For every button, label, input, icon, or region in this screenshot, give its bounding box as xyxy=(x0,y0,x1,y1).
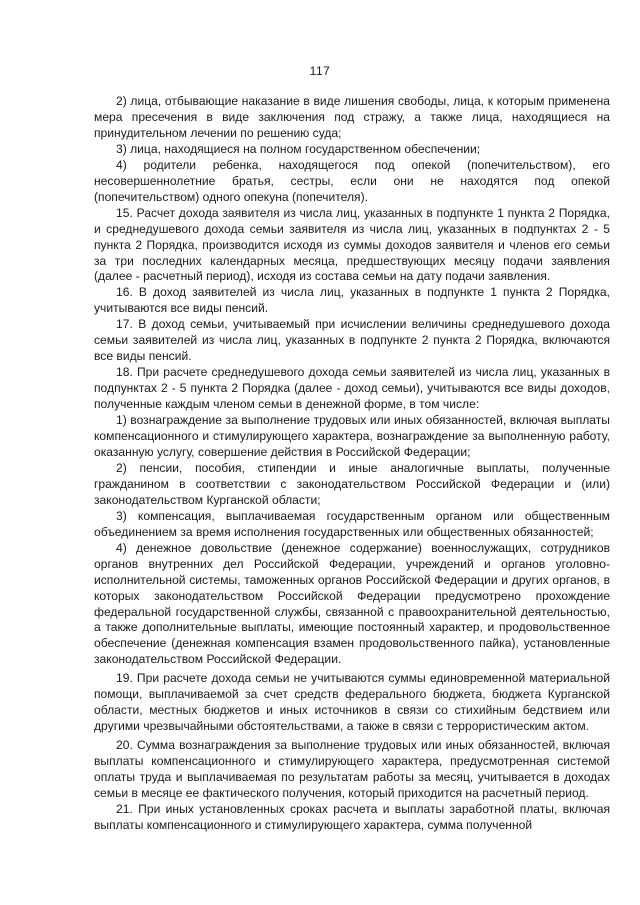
paragraph: 3) компенсация, выплачиваемая государственным органом или общественным объединением за время исполнения государственных или общественных обязанностей; xyxy=(94,508,610,539)
paragraph: 19. При расчете дохода семьи не учитываются суммы единовременной материальной помощи, выплачиваемой за счет средств федерального бюджета, бюджета Курганской области, местных бюджетов и иных источников в связи со стихийным бедствием или другими чрезвычайными обстоятельствами, а также в связи с террористическим актом. xyxy=(94,671,610,734)
paragraph: 3) лица, находящиеся на полном государственном обеспечении; xyxy=(116,141,481,156)
paragraph: 17. В доход семьи, учитываемый при исчислении величины среднедушевого дохода семьи заявителей из числа лиц, указанных в подпункте 2 пункта 2 Порядка, включаются все виды пенсий. xyxy=(94,317,610,364)
paragraph: 16. В доход заявителей из числа лиц, указанных в подпункте 1 пункта 2 Порядка, учитываются все виды пенсий. xyxy=(94,285,610,316)
paragraph: 15. Расчет дохода заявителя из числа лиц, указанных в подпункте 1 пункта 2 Порядка, и среднедушевого дохода семьи заявителя из числа лиц, указанных в подпунктах 2 - 5 пункта 2 Порядка, производится исходя из суммы доходов заявителя и членов его семьи за три последних календарных месяца, предшествующих месяцу подачи заявления (далее - расчетный период), исходя из состава семьи на дату подачи заявления. xyxy=(94,205,610,284)
document-body xyxy=(94,94,610,834)
paragraph: 21. При иных установленных сроках расчета и выплаты заработной платы, включая выплаты компенсационного и стимулирующего характера, сумма полученной xyxy=(94,801,610,832)
page-number: 117 xyxy=(309,64,331,78)
paragraph: 4) денежное довольствие (денежное содержание) военнослужащих, сотрудников органов внутренних дел Российской Федерации, учреждений и органов уголовно-исполнительной системы, таможенных органов Российской Федерации и других органов, в которых законодательством Российской Федерации предусмотрено прохождение федеральной государственной службы, связанной с правоохранительной деятельностью, а также дополнительные выплаты, имеющие постоянный характер, и продовольственное обеспечение (денежная компенсация взамен продовольственного пайка), установленные законодательством Российской Федерации. xyxy=(94,540,610,667)
paragraph: 4) родители ребенка, находящегося под опекой (попечительством), его несовершеннолетние братья, сестры, если они не находятся под опекой (попечительством) одного опекуна (попечителя). xyxy=(94,157,610,204)
paragraph: 2) пенсии, пособия, стипендии и иные аналогичные выплаты, полученные гражданином в соответствии с законодательством Российской Федерации и (или) законодательством Курганской области; xyxy=(94,460,610,507)
paragraph: 1) вознаграждение за выполнение трудовых или иных обязанностей, включая выплаты компенсационного и стимулирующего характера, вознаграждение за выполненную работу, оказанную услугу, совершение действия в Российской Федерации; xyxy=(94,413,610,459)
paragraph: 20. Сумма вознаграждения за выполнение трудовых или иных обязанностей, включая выплаты компенсационного и стимулирующего характера, предусмотренная системой оплаты труда и выплачиваемая по результатам работы за месяц, учитывается в доходах семьи в месяце ее фактического получения, который приходится на расчетный период. xyxy=(94,738,610,800)
paragraph: 2) лица, отбывающие наказание в виде лишения свободы, лица, к которым применена мера пресечения в виде заключения под стражу, а также лица, находящиеся на принудительном лечении по решению суда; xyxy=(94,94,610,140)
paragraph: 18. При расчете среднедушевого дохода семьи заявителей из числа лиц, указанных в подпунктах 2 - 5 пункта 2 Порядка (далее - доход семьи), учитываются все виды доходов, полученные каждым членом семьи в денежной форме, в том числе: xyxy=(94,365,610,412)
